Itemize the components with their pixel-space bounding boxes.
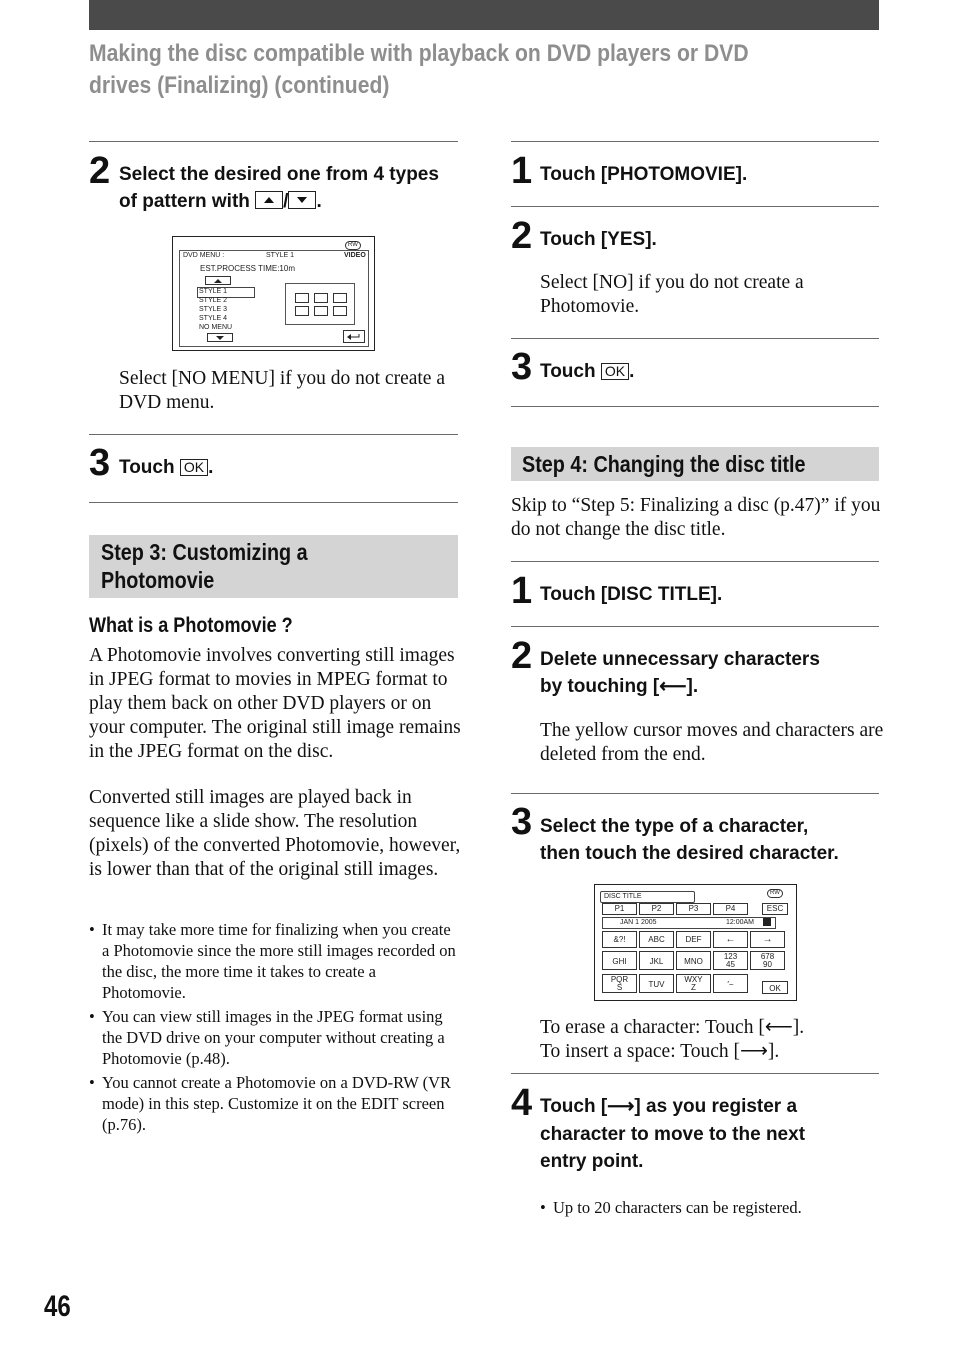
paragraph: A Photomovie involves converting still images in JPEG format to movies in MPEG format to play them back on other DVD players or on your computer. The original still image remains in the JPEG format on the disc. (89, 645, 461, 762)
disc-title-screen (594, 884, 797, 1001)
key-def[interactable]: DEF (676, 931, 711, 948)
key-ghi[interactable]: GHI (602, 951, 637, 970)
step-number: 4 (511, 1082, 533, 1124)
step-number: 3 (511, 801, 533, 843)
paragraph: Skip to “Step 5: Finalizing a disc (p.47)” if you do not change the disc title. (511, 495, 881, 540)
step-note: Select [NO] if you do not create a Photomovie. (540, 272, 804, 317)
key-mno[interactable]: MNO (676, 951, 711, 970)
divider (89, 434, 458, 435)
key-symbols[interactable]: &?! (602, 931, 637, 948)
key-abc[interactable]: ABC (639, 931, 674, 948)
cursor (763, 918, 771, 926)
step-instruction: Touch [PHOTOMOVIE]. (540, 164, 748, 185)
step-instruction: Touch [YES]. (540, 229, 657, 250)
down-arrow-icon (288, 191, 316, 209)
preset-p2-button[interactable]: P2 (639, 903, 674, 915)
step-text: Touch (119, 457, 175, 478)
bullet-item: • You cannot create a Photomovie on a DVD-RW (VR mode) in this step. Customize it on the EDIT screen (p.76). (89, 1073, 452, 1134)
dvd-menu-screen (172, 236, 375, 351)
header-bar (89, 0, 879, 30)
divider (89, 141, 458, 142)
paragraph: Converted still images are played back in sequence like a slide show. The resolution (pixels) of the converted Photomovie, however, is lower than that of the original still images. (89, 787, 461, 880)
page-title: Making the disc compatible with playback on DVD players or DVD drives (Finalizing) (continued) (89, 40, 749, 99)
divider (511, 1073, 879, 1074)
step-number: 2 (511, 635, 533, 677)
slash: / (283, 191, 289, 212)
step-number: 3 (89, 442, 111, 484)
preview-thumbnail (285, 283, 355, 325)
key-space[interactable]: → (750, 931, 785, 948)
step-instruction: by touching [⟵]. (540, 676, 699, 697)
bullet-item: • You can view still images in the JPEG format using the DVD drive on your computer without creating a Photomovie (p.48). (89, 1007, 445, 1068)
rw-icon: RW (767, 889, 783, 898)
divider (511, 141, 879, 142)
option-style-2[interactable]: STYLE 2 (199, 297, 228, 304)
step-number: 3 (511, 346, 533, 388)
option-no-menu[interactable]: NO MENU (199, 324, 233, 331)
divider (89, 502, 458, 503)
preset-p4-button[interactable]: P4 (713, 903, 748, 915)
subheading: What is a Photomovie ? (89, 614, 293, 637)
time-text: 12:00AM (726, 919, 755, 926)
step-instruction: character to move to the next (540, 1124, 806, 1145)
key-punctuation[interactable]: ′− (713, 974, 748, 993)
step-number: 1 (511, 150, 533, 192)
step-instruction: entry point. (540, 1151, 644, 1172)
insert-note: To insert a space: Touch [⟶]. (540, 1041, 780, 1062)
divider (511, 626, 879, 627)
step-text: Touch (540, 361, 596, 382)
key-pqrs[interactable]: PQR S (602, 974, 637, 993)
key-12345[interactable]: 123 45 (713, 951, 748, 970)
key-tuv[interactable]: TUV (639, 974, 674, 993)
rw-icon: RW (345, 241, 361, 250)
disc-title-label: DISC TITLE (604, 893, 642, 900)
section-title: Step 4: Changing the disc title (522, 451, 806, 477)
ok-icon: OK (180, 459, 208, 476)
menu-style: STYLE 1 (266, 252, 295, 259)
up-arrow-icon (255, 191, 283, 209)
divider (511, 406, 879, 407)
step-instruction: Touch [⟶] as you register a (540, 1096, 798, 1117)
key-wxyz[interactable]: WXY Z (676, 974, 711, 993)
step-number: 2 (89, 150, 111, 192)
period: . (316, 191, 322, 212)
section-title: Step 3: Customizing a (101, 539, 308, 565)
return-button[interactable] (343, 330, 365, 343)
preset-p1-button[interactable]: P1 (602, 903, 637, 915)
video-label: VIDEO (344, 252, 366, 259)
section-title: Photomovie (101, 567, 215, 593)
step-number: 1 (511, 570, 533, 612)
bullet-item: • Up to 20 characters can be registered. (540, 1198, 802, 1217)
ok-button[interactable]: OK (762, 981, 788, 994)
divider (511, 206, 879, 207)
est-time: EST.PROCESS TIME:10m (200, 264, 295, 273)
step-instruction: then touch the desired character. (540, 843, 839, 864)
step-note: The yellow cursor moves and characters are deleted from the end. (540, 720, 884, 765)
period: . (208, 457, 214, 478)
step-number: 2 (511, 215, 533, 257)
date-text: JAN 1 2005 (620, 919, 657, 926)
step-instruction: Touch [DISC TITLE]. (540, 584, 723, 605)
step-note: Select [NO MENU] if you do not create a DVD menu. (119, 368, 445, 413)
option-style-1[interactable]: STYLE 1 (199, 288, 228, 295)
esc-button[interactable]: ESC (762, 903, 788, 915)
divider (511, 561, 879, 562)
step-instruction (119, 454, 213, 481)
step-text: Select the desired one from 4 types of pattern with (119, 164, 439, 212)
preset-p3-button[interactable]: P3 (676, 903, 711, 915)
step-instruction: Delete unnecessary characters (540, 649, 820, 670)
option-style-4[interactable]: STYLE 4 (199, 315, 228, 322)
scroll-up-button[interactable] (205, 276, 231, 285)
step-instruction (119, 161, 459, 215)
option-style-3[interactable]: STYLE 3 (199, 306, 228, 313)
ok-icon: OK (601, 363, 629, 380)
key-67890[interactable]: 678 90 (750, 951, 785, 970)
erase-note: To erase a character: Touch [⟵]. (540, 1017, 805, 1038)
page-number: 46 (44, 1290, 71, 1323)
step-instruction (540, 358, 634, 385)
scroll-down-button[interactable] (207, 333, 233, 342)
menu-label: DVD MENU : (183, 252, 225, 259)
divider (511, 793, 879, 794)
key-jkl[interactable]: JKL (639, 951, 674, 970)
key-backspace[interactable]: ← (713, 931, 748, 948)
step-instruction: Select the type of a character, (540, 816, 809, 837)
divider (511, 338, 879, 339)
bullet-item: • It may take more time for finalizing when you create a Photomovie since the more still images recorded on the disc, the more time it takes to create a Photomovie. (89, 920, 456, 1002)
period: . (629, 361, 635, 382)
